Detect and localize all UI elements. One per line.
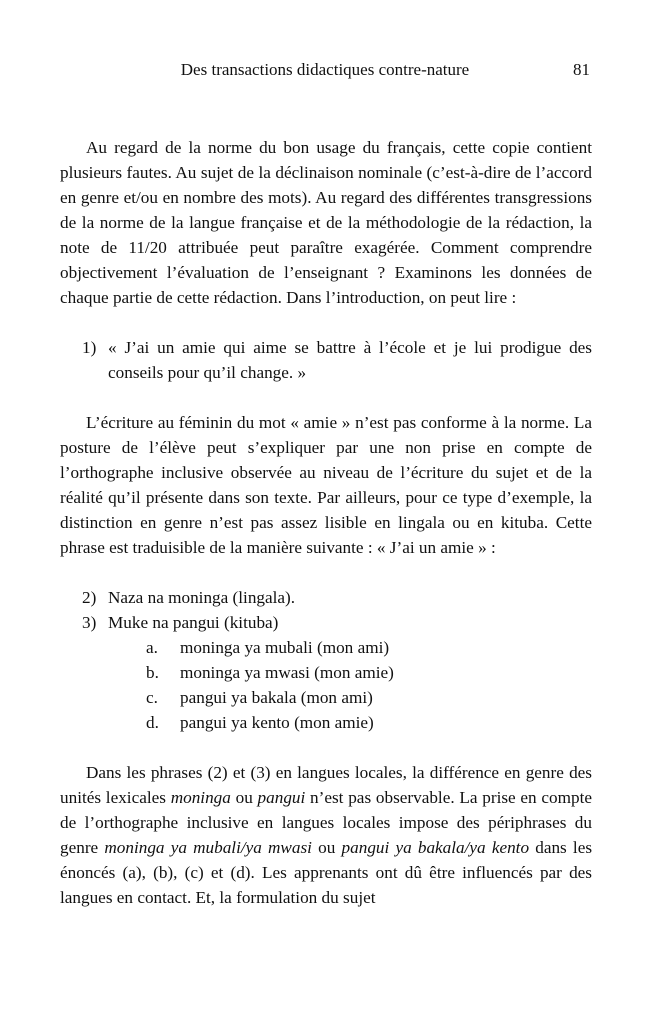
example-list-1 xyxy=(60,335,592,385)
example-text: Naza na moninga (lingala). xyxy=(108,588,296,607)
sub-example-c xyxy=(60,685,592,710)
text-run: ou xyxy=(230,788,258,807)
sub-example-text: pangui ya kento (mon amie) xyxy=(180,713,374,732)
sub-example-letter: d. xyxy=(146,713,159,732)
example-item-2 xyxy=(60,585,592,610)
example-number: 2) xyxy=(82,588,97,607)
text-run: Dans les phrases (2) et (3) en langues locales, la différence en genre des unités lexicales xyxy=(60,763,592,807)
sub-example-letter: b. xyxy=(146,663,159,682)
paragraph-discussion xyxy=(60,760,592,910)
example-item-3 xyxy=(60,610,592,635)
example-number: 1) xyxy=(82,338,97,357)
italic-term: moninga xyxy=(170,788,231,807)
sub-example-b xyxy=(60,660,592,685)
example-text: Muke na pangui (kituba) xyxy=(108,613,279,632)
running-title: Des transactions didactiques contre-nature xyxy=(180,60,470,79)
italic-term: pangui xyxy=(257,788,306,807)
sub-example-a xyxy=(60,635,592,660)
sub-example-letter: c. xyxy=(146,688,158,707)
text-run: ou xyxy=(311,838,342,857)
page-number: 81 xyxy=(573,60,590,79)
italic-term: moninga ya mubali/ya mwasi xyxy=(104,838,312,857)
sub-example-text: moninga ya mubali (mon ami) xyxy=(180,638,390,657)
sub-example-d xyxy=(60,710,592,735)
page-body xyxy=(60,135,592,910)
sub-example-letter: a. xyxy=(146,638,158,657)
sub-example-text: moninga ya mwasi (mon amie) xyxy=(180,663,394,682)
paragraph-analysis: L’écriture au féminin du mot « amie » n’est pas conforme à la norme. La posture de l’élève peut s’expliquer par une non prise en compte de l’orthographe inclusive observée au niveau de l’écriture du sujet et de la réalité qu’il présente dans son texte. Par ailleurs, pour ce type d’exemple, la distinction en genre n’est pas assez lisible en lingala ou en kituba. Cette phrase est traduisible de la manière suivante : « J’ai un amie » : xyxy=(60,413,592,557)
paragraph-intro: Au regard de la norme du bon usage du français, cette copie contient plusieurs fautes. Au sujet de la déclinaison nominale (c’est-à-dire de l’accord en genre et/ou en nombre des mots). Au regard des différentes transgressions de la norme de la langue française et de la méthodologie de la rédaction, la note de 11/20 attribuée peut paraître exagérée. Comment comprendre objectivement l’évaluation de l’enseignant ? Examinons les données de chaque partie de cette rédaction. Dans l’introduction, on peut lire : xyxy=(60,138,592,307)
text-run: dans les énoncés (a), (b), (c) et (d). Les apprenants ont dû être influencés par des langues en contact. Et, la formulation du sujet xyxy=(60,838,593,907)
italic-term: pangui ya bakala/ya kento xyxy=(341,838,530,857)
example-text: « J’ai un amie qui aime se battre à l’école et je lui prodigue des conseils pour qu’il change. » xyxy=(108,338,592,382)
example-number: 3) xyxy=(82,613,97,632)
text-run: n’est pas observable. La prise en compte de l’orthographe inclusive en langues locales impose des périphrases du genre xyxy=(60,788,592,857)
example-item-1 xyxy=(60,335,592,385)
example-list-2 xyxy=(60,585,592,735)
sub-example-list xyxy=(60,635,592,735)
sub-example-text: pangui ya bakala (mon ami) xyxy=(180,688,373,707)
running-header xyxy=(0,60,650,84)
